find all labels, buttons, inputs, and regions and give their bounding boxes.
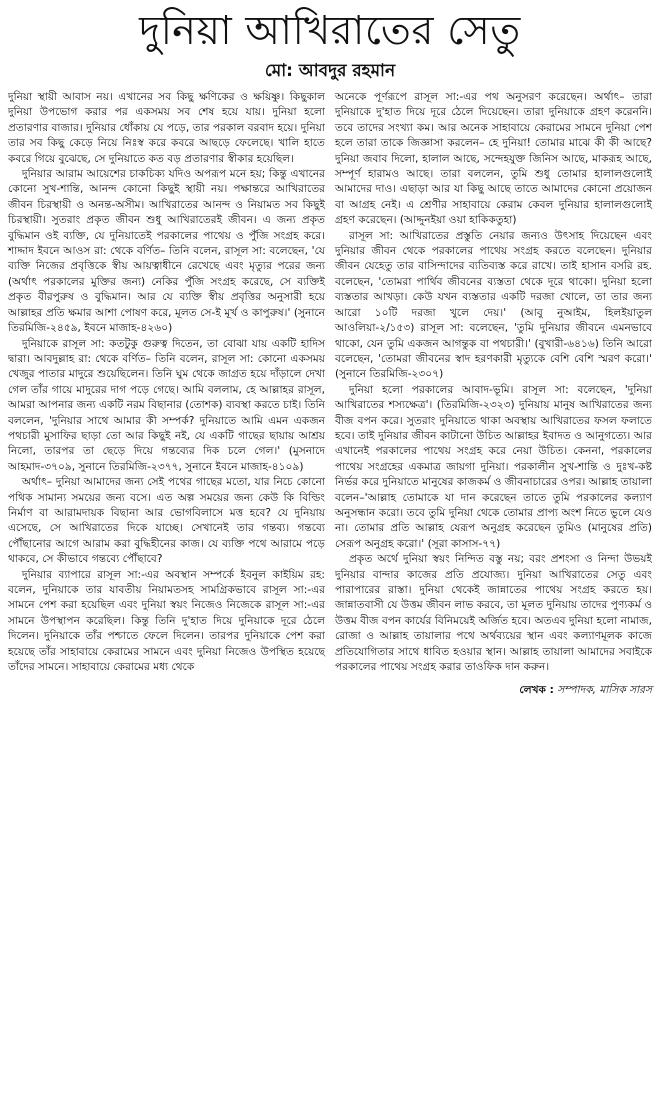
byline-label: লেখক :: [519, 684, 554, 697]
paragraph: অনেকে পূর্ণরূপে রাসূল সা:-এর পথ অনুসরণ করেছেন। অর্থাৎ– তারা দুনিয়াকে দু'হাত দিয়ে দূরে ঠেলে দিয়েছেন। তারা দুনিয়াকে গ্রহণ করেননি। তবে তাদের সংখ্যা কম। আর অনেক সাহাবায়ে কেরামের সামনে দুনিয়া পেশ হলে তারা তাকে জিজ্ঞাসা করলেন– হে দুনিয়া! তোমার মাঝে কী কী আছে? দুনিয়া জবাব দিলো, হালাল আছে, সন্দেহযুক্ত জিনিস আছে, মাকরূহ আছে, সম্পূর্ণ হারামও আছে। তারা বললেন, তুমি শুধু তোমার হালালগুলোই আমাদের দাও। এছাড়া আর যা কিছু আছে তাতে আমাদের কোনো প্রয়োজন বা আগ্রহ নেই। এ শ্রেণীর সাহাবায়ে কেরাম কেবল দুনিয়ার হালালগুলোই গ্রহণ করেছেন। (আদ্দুনইয়া ওয়া হাকিকতুহা): [335, 91, 652, 227]
article-title: দুনিয়া আখিরাতের সেতু: [139, 8, 521, 54]
byline-text: সম্পাদক, মাসিক সারস: [557, 684, 652, 697]
paragraph: অর্থাৎ– দুনিয়া আমাদের জন্য সেই পথের গাছের মতো, যার নিচে কোনো পথিক সামান্য সময়ের জন্য বসে। এত অল্প সময়ের জন্য কেউ কি বিল্ডিং নির্মাণ বা আরামদায়ক বিছানা আর ভোগবিলাসে মত্ত হবে? যে দুনিয়ায় এসেছে, সে আখিরাতের দিকে যাচ্ছে। সেখানেই তার গন্তব্য। গন্তব্যে পৌঁছানোর আগে আরাম করা বুদ্ধিহীনের কাজ। যে ব্যক্তি পথে আরামে পড়ে থাকবে, সে কীভাবে গন্তব্যে পৌঁছাবে?: [8, 476, 325, 566]
article-columns: [8, 90, 652, 699]
paragraph: দুনিয়ার আরাম আয়েশের চাকচিক্য যদিও অপরূপ মনে হয়; কিন্তু এখানের কোনো সুখ-শান্তি, আনন্দ কোনো কিছুই স্থায়ী নয়। পক্ষান্তরে আখিরাতের জীবন চিরস্থায়ী ও অনন্ত-অসীম। আখিরাতের আনন্দ ও নিয়ামত সব কিছুই চিরস্থায়ী। সুতরাং প্রকৃত জীবন শুধু আখিরাতেরই জীবন। এ জন্য প্রকৃত বুদ্ধিমান ওই ব্যক্তি, যে দুনিয়াতেই পরকালের পাথেয় ও পুঁজি সংগ্রহ করে। শাদ্দাদ ইবনে আওস রা: থেকে বর্ণিত– তিনি বলেন, রাসূল সা: বলেছেন, 'যে ব্যক্তি নিজের প্রবৃত্তিকে স্বীয় আয়ত্বাধীনে রেখেছে এবং মৃত্যুর পরের জন্য (অর্থাৎ পরকালের মুক্তির জন্য) নেকির পুঁজি সংগ্রহ করেছে, সে ব্যক্তিই প্রকৃত বীরপুরুষ ও বুদ্ধিমান। আর যে ব্যক্তি স্বীয় প্রবৃত্তির অনুসারী হয়ে আল্লাহর প্রতি ক্ষমার আশা পোষণ করে, মূলত সে-ই মূর্খ ও কাপুরুষ।' (সুনানে তিরমিজি-২৪৫৯, ইবনে মাজাহ-৪২৬০): [8, 168, 325, 335]
article-author: মো: আবদুর রহমান: [264, 61, 396, 81]
column-right: [335, 90, 652, 699]
paragraph: দুনিয়া হলো পরকালের আবাদ-ভূমি। রাসূল সা: বলেছেন, 'দুনিয়া আখিরাতের শস্যক্ষেত্র'। (তিরমিজি-২৩২৩) দুনিয়ায় মানুষ আখিরাতের জন্য বীজ বপন করে। সুতরাং দুনিয়াতে থাকা অবস্থায় আখিরাতের ফসল ফলাতে হবে। তাই দুনিয়ার জীবন কাটানো উচিত আল্লাহর ইবাদত ও আনুগত্যে। আর এখানেই পরকালের পাথেয় সংগ্রহ করে নেয়া উচিত। কেননা, পরকালের পাথেয় সংগ্রহের একমাত্র জায়গা দুনিয়া। পরকালীন সুখ-শান্তি ও দুঃখ-কষ্ট নির্ভর করে দুনিয়াতে মানুষের কাজকর্ম ও জীবনাচারের ওপর। আল্লাহ তায়ালা বলেন–'আল্লাহ তোমাকে যা দান করেছেন তাতে তুমি পরকালের কল্যাণ অনুসন্ধান করো। তবে তুমি দুনিয়া থেকে তোমার প্রাপ্য অংশ নিতে ভুলে যেও না। তোমার প্রতি আল্লাহ যেরূপ অনুগ্রহ করেছেন তুমিও (মানুষের প্রতি) সেরূপ অনুগ্রহ করো।' (সূরা কাসাস-৭৭): [335, 383, 652, 550]
paragraph: রাসূল সা: আখিরাতের প্রস্তুতি নেয়ার জন্যও উৎসাহ দিয়েছেন এবং দুনিয়ার জীবন থেকে পরকালের পাথেয় সংগ্রহ করতে বলেছেন। দুনিয়ার জীবন যেহেতু তার বাসিন্দাদের ব্যতিব্যস্ত করে রাখে। তাই হাসান বসরি রহ. বলেছেন, 'তোমরা পার্থিব জীবনের ব্যস্ততা থেকে দূরে থাকো। দুনিয়া হলো ব্যস্ততার আখড়া। কেউ যখন ব্যস্ততার একটি দরজা খোলে, তা তার জন্য আরো ১০টি দরজা খুলে দেয়।' (আবু নুআইম, হিলইয়াতুল আওলিয়া-২/১৫৩) রাসূল সা: বলেছেন, 'তুমি দুনিয়ার জীবনে এমনভাবে থাকো, যেন তুমি একজন আগন্তুক বা পথচারী।' (বুখারী-৬৪১৬) তিনি আরো বলেছেন, 'তোমরা জীবনের স্বাদ হরণকারী মৃত্যুকে বেশি বেশি স্মরণ করো।' (সুনানে তিরমিজি-২৩০৭): [335, 229, 652, 381]
paragraph: দুনিয়া স্থায়ী আবাস নয়। এখানের সব কিছু ক্ষণিকের ও ক্ষয়িষ্ণু। কিছুকাল দুনিয়া উপভোগ করার পর একসময় সব শেষ হয়ে যায়। দুনিয়া হলো প্রতারণার বাজার। দুনিয়ার ধোঁকায় যে পড়ে, তার পরকাল বরবাদ হয়ে। দুনিয়া তার সব কিছু কেড়ে নিয়ে নিঃস্ব করে কবরে আছড়ে ফেলেছে। খালি হাতে কবরে গিয়ে বুঝেছে, সে দুনিয়াতে কত বড় প্রতারণার স্বীকার হয়েছিল।: [8, 91, 325, 165]
paragraph: প্রকৃত অর্থে দুনিয়া স্বয়ং নিন্দিত বস্তু নয়; বরং প্রশংসা ও নিন্দা উভয়ই দুনিয়ার বান্দার কাজের প্রতি প্রযোজ্য। দুনিয়া আখিরাতের সেতু এবং পারাপারের রাস্তা। দুনিয়া থেকেই জান্নাতের পাথেয় সংগ্রহ করতে হয়। জান্নাতবাসী যে উত্তম জীবন লাভ করবে, তা মূলত দুনিয়ায় তাদের পুণ্যকর্ম ও উত্তম বীজ বপন কার্যের বিনিময়েই অর্জিত হবে। অতএব দুনিয়া হলো নামাজ, রোজা ও আল্লাহ তায়ালার পথে অর্থব্যয়ের স্থান এবং কল্যাণমূলক কাজে প্রতিযোগিতার সাথে ধাবিত হওয়ার স্থান। আল্লাহ তায়ালা আমাদের সবাইকে পরকালের পাথেয় সংগ্রহ করার তাওফিক দান করুন।: [335, 553, 652, 674]
paragraph: দুনিয়ার ব্যাপারে রাসূল সা:-এর অবস্থান সম্পর্কে ইবনুল কাইয়িম রহ: বলেন, দুনিয়াকে তার যাবতীয় নিয়ামতসহ সামগ্রিকভাবে রাসূল সা:-এর সামনে পেশ করা হয়েছিল এবং দুনিয়া স্বয়ং নিজেও নিজেকে রাসূল সা:-এর সামনে উপস্থাপন করেছিল। কিন্তু তিনি দু'হাত দিয়ে দুনিয়াকে দূরে ঠেলে দিলেন। দুনিয়াকে তাঁর পশ্চাতে ফেলে দিলেন। তারপর দুনিয়াকে পেশ করা হয়েছে তাঁর সাহাবায়ে কেরামের সামনে এবং দুনিয়া নিজেও উপস্থিত হয়েছে তাঁদের সামনে। সাহাবায়ে কেরামের মধ্য থেকে: [8, 568, 325, 674]
newspaper-page: [0, 6, 660, 1100]
paragraph: দুনিয়াকে রাসূল সা: কতটুকু গুরুত্ব দিতেন, তা বোঝা যায় একটি হাদিস দ্বারা। আবদুল্লাহ রা: থেকে বর্ণিত– তিনি বলেন, রাসূল সা: কোনো একসময় খেজুর পাতার মাদুরে শুয়েছিলেন। তিনি ঘুম থেকে জাগ্রত হয়ে দাঁড়ালে দেখা গেল তাঁর গায়ে মাদুরের দাগ পড়ে গেছে। আমি বললাম, হে আল্লাহর রাসূল, আমরা আপনার জন্য একটি নরম বিছানার (তোশক) ব্যবস্থা করতে চাই। তিনি বললেন, 'দুনিয়ার সাথে আমার কী সম্পর্ক? দুনিয়াতে আমি এমন একজন পথচারী মুসাফির ছাড়া তো আর কিছুই নই, যে একটি গাছের ছায়ায় আশ্রয় নিলো, তারপর তা ছেড়ে দিয়ে গন্তব্যের দিক চলে গেল।' (মুসনাদে আহমাদ-৩৭০৯, সুনানে তিরমিজি-২৩৭৭, সুনানে ইবনে মাজাহ-৪১০৯): [8, 337, 325, 473]
byline: [335, 683, 652, 698]
column-left: [8, 90, 325, 699]
